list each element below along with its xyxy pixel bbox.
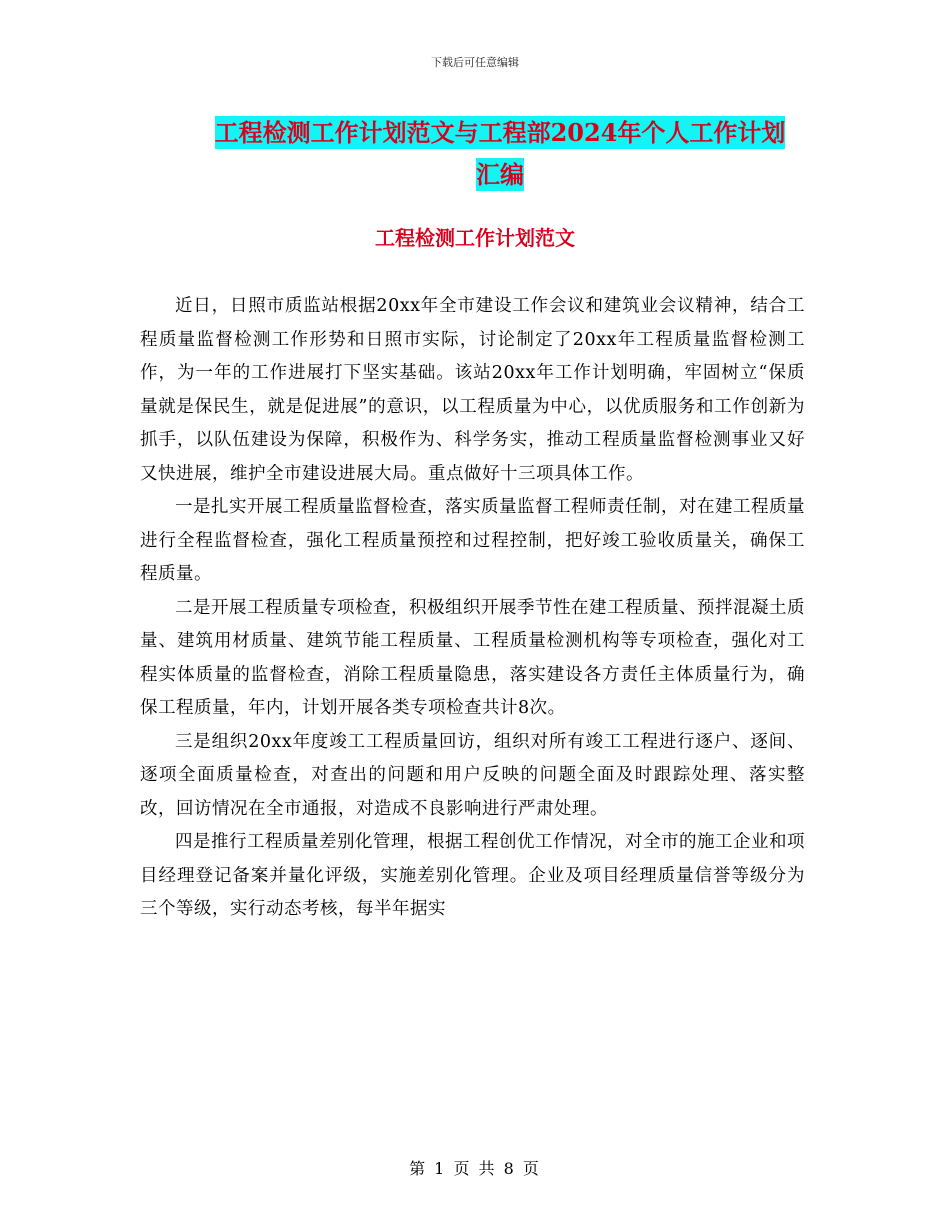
page-number: 第 1 页 共 8 页 (409, 1159, 541, 1178)
paragraph: 三是组织20xx年度竣工工程质量回访，组织对所有竣工工程进行逐户、逐间、逐项全面质量检查，对查出的问题和用户反映的问题全面及时跟踪处理、落实整改，回访情况在全市通报，对造成不良影响进行严肃处理。 (140, 731, 805, 819)
page-header: 下载后可任意编辑 (431, 56, 519, 69)
document-title-line2: 汇编 (476, 160, 524, 189)
paragraph: 一是扎实开展工程质量监督检查，落实质量监督工程师责任制，对在建工程质量进行全程监督检查，强化工程质量预控和过程控制，把好竣工验收质量关，确保工程质量。 (140, 497, 805, 584)
paragraph: 四是推行工程质量差别化管理，根据工程创优工作情况，对全市的施工企业和项目经理登记备案并量化评级，实施差别化管理。企业及项目经理质量信誉等级分为三个等级，实行动态考核，每半年据实 (140, 832, 805, 919)
body-text (140, 290, 805, 927)
document-title-line1: 工程检测工作计划范文与工程部2024年个人工作计划 (214, 118, 786, 147)
paragraph: 近日，日照市质监站根据20xx年全市建设工作会议和建筑业会议精神，结合工程质量监督检测工作形势和日照市实际，讨论制定了20xx年工程质量监督检测工作，为一年的工作进展打下坚实基础。该站20xx年工作计划明确，牢固树立“保质量就是保民生，就是促进展”的意识，以工程质量为中心，以优质服务和工作创新为抓手，以队伍建设为保障，积极作为、科学务实，推动工程质量监督检测事业又好又快进展，维护全市建设进展大局。重点做好十三项具体工作。 (140, 296, 805, 484)
section-title: 工程检测工作计划范文 (375, 226, 575, 250)
paragraph: 二是开展工程质量专项检查，积极组织开展季节性在建工程质量、预拌混凝土质量、建筑用材质量、建筑节能工程质量、工程质量检测机构等专项检查，强化对工程实体质量的监督检查，消除工程质量隐患，落实建设各方责任主体质量行为，确保工程质量，年内，计划开展各类专项检查共计8次。 (140, 597, 805, 718)
document-title (140, 112, 860, 196)
